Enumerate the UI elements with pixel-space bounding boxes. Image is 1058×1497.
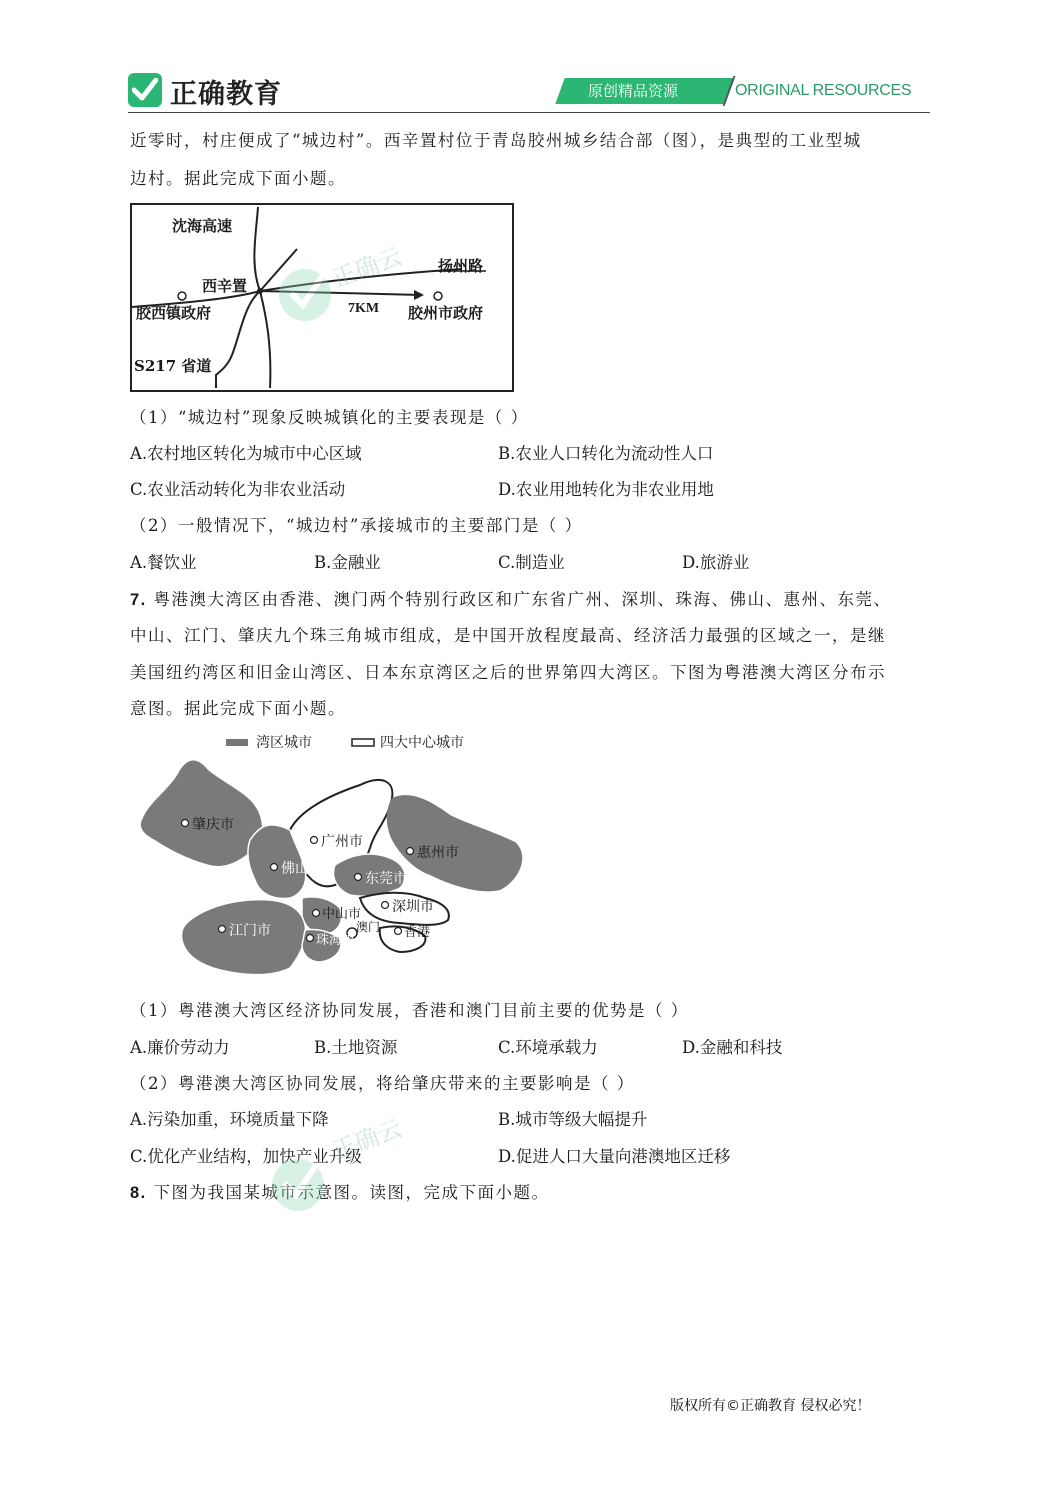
legend-bay-cities: 湾区城市 — [256, 735, 312, 751]
map1-label-village: 西辛置 — [202, 277, 248, 295]
q7-line-4: 意图。据此完成下面小题。 — [130, 699, 346, 718]
q7-sub2-option-d: D.促进人口大量向港澳地区迁移 — [498, 1147, 731, 1166]
intro-line-2: 边村。据此完成下面小题。 — [130, 169, 346, 188]
map1-label-provincial: S217 省道 — [134, 357, 212, 375]
q7-sub1-option-a: A.廉价劳动力 — [130, 1038, 230, 1057]
legend-center-cities: 四大中心城市 — [380, 735, 464, 751]
city-jiangmen: 江门市 — [229, 923, 271, 939]
q7-sub1-option-b: B.土地资源 — [314, 1038, 398, 1057]
q6-sub2-option-a: A.餐饮业 — [130, 553, 197, 572]
banner-english: ORIGINAL RESOURCES — [735, 82, 912, 99]
q6-sub2: （2）一般情况下，“城边村”承接城市的主要部门是（ ） — [130, 516, 583, 535]
q8-number: 8. — [130, 1184, 147, 1202]
city-hongkong: 香港 — [404, 925, 431, 940]
brand-name: 正确教育 — [170, 79, 282, 110]
city-zhuhai: 珠海市 — [316, 933, 356, 948]
q7-line-1-text: 粤港澳大湾区由香港、澳门两个特别行政区和广东省广州、深圳、珠海、佛山、惠州、东莞、 — [153, 590, 892, 609]
checkmark-logo-icon — [128, 73, 162, 107]
q7-sub1-option-c: C.环境承载力 — [498, 1038, 598, 1057]
copyright-footer: 版权所有©正确教育 侵权必究！ — [670, 1398, 871, 1414]
city-zhaoqing: 肇庆市 — [192, 817, 234, 833]
q6-sub2-option-b: B.金融业 — [314, 553, 381, 572]
q6-sub1: （1）“城边村”现象反映城镇化的主要表现是（ ） — [130, 408, 529, 427]
q7-sub2: （2）粤港澳大湾区协同发展，将给肇庆带来的主要影响是（ ） — [130, 1074, 635, 1093]
q7-sub1-option-d: D.金融和科技 — [682, 1038, 783, 1057]
page-header — [128, 70, 930, 114]
q7-sub2-option-a: A.污染加重，环境质量下降 — [130, 1110, 329, 1129]
q7-line-3: 美国纽约湾区和旧金山湾区、日本东京湾区之后的世界第四大湾区。下图为粤港澳大湾区分布示 — [130, 663, 886, 682]
intro-line-1: 近零时，村庄便成了“城边村”。西辛置村位于青岛胶州城乡结合部（图），是典型的工业型城 — [130, 131, 862, 150]
watermark-text: 正确云 — [328, 242, 406, 294]
city-dongguan: 东莞市 — [365, 871, 407, 887]
q7-line-2: 中山、江门、肇庆九个珠三角城市组成，是中国开放程度最高、经济活力最强的区域之一，是继 — [130, 626, 886, 645]
q7-number: 7. — [130, 591, 147, 609]
header-divider — [128, 112, 930, 113]
q6-sub2-option-c: C.制造业 — [498, 553, 565, 572]
city-zhongshan: 中山市 — [322, 907, 362, 922]
city-macau: 澳门 — [356, 920, 381, 934]
q7-line-1 — [130, 589, 892, 611]
city-huizhou: 惠州市 — [417, 845, 459, 861]
q7-sub2-option-c: C.优化产业结构，加快产业升级 — [130, 1147, 362, 1166]
map1-label-road: 扬州路 — [438, 257, 484, 275]
city-guangzhou: 广州市 — [321, 834, 363, 850]
city-shenzhen: 深圳市 — [392, 899, 434, 915]
q6-sub1-option-a: A.农村地区转化为城市中心区域 — [130, 444, 362, 463]
q6-sub1-option-c: C.农业活动转化为非农业活动 — [130, 480, 346, 499]
q6-sub2-option-d: D.旅游业 — [682, 553, 750, 572]
q8-text: 下图为我国某城市示意图。读图，完成下面小题。 — [153, 1183, 550, 1202]
banner-label: 原创精品资源 — [588, 82, 679, 100]
q6-sub1-option-b: B.农业人口转化为流动性人口 — [498, 444, 714, 463]
map1-label-distance: 7KM — [348, 301, 380, 316]
map1-label-expressway: 沈海高速 — [172, 217, 233, 235]
q6-sub1-option-d: D.农业用地转化为非农业用地 — [498, 480, 714, 499]
map1-label-city-gov: 胶州市政府 — [408, 304, 484, 322]
watermark-text-2: 正确云 — [328, 1114, 406, 1166]
q7-sub2-option-b: B.城市等级大幅提升 — [498, 1110, 648, 1129]
map1-label-town-gov: 胶西镇政府 — [136, 304, 212, 322]
q7-sub1: （1）粤港澳大湾区经济协同发展，香港和澳门目前主要的优势是（ ） — [130, 1001, 689, 1020]
city-foshan: 佛山市 — [281, 861, 323, 877]
